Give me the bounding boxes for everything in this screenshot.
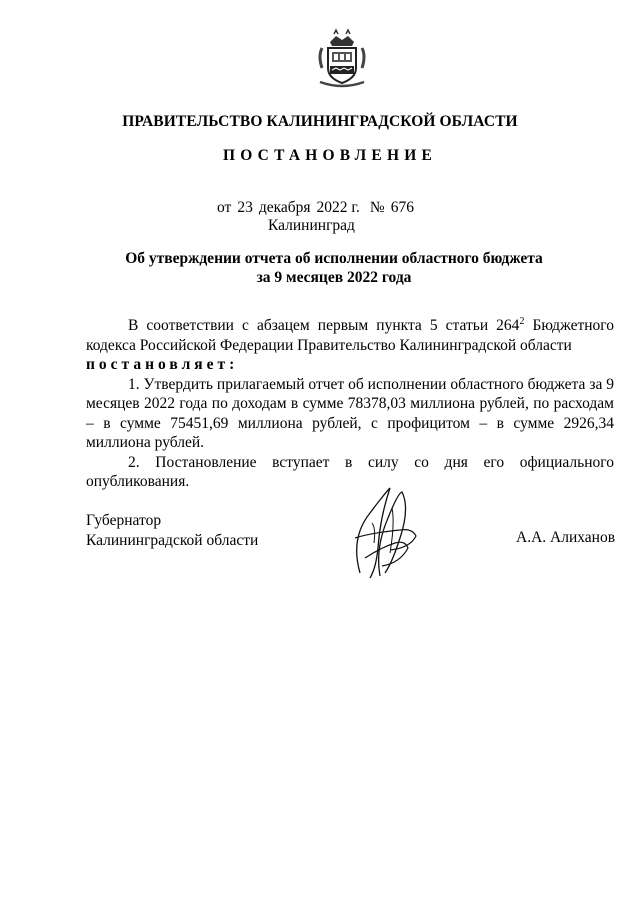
date-prefix: от xyxy=(217,199,232,216)
article-superscript: 2 xyxy=(519,315,525,327)
date-number-line xyxy=(217,199,420,217)
intro-text-a: В соответствии с абзацем первым пункта 5 статьи 264 xyxy=(128,317,520,334)
item-2-paragraph: 2. Постановление вступает в силу со дня его официального опубликования. xyxy=(86,453,614,490)
date-year: 2022 г. xyxy=(316,199,360,216)
resolves-word: постановляет: xyxy=(86,356,239,373)
resolves-line xyxy=(86,355,614,375)
document-subject xyxy=(0,249,640,287)
handwritten-signature xyxy=(340,478,420,583)
date-day: 23 xyxy=(237,199,253,216)
signer-position xyxy=(86,511,258,550)
signer-name: А.А. Алиханов xyxy=(516,529,616,546)
document-body xyxy=(86,316,614,492)
intro-paragraph xyxy=(86,316,614,355)
subject-line-2: за 9 месяцев 2022 года xyxy=(256,269,412,286)
document-type-title: ПОСТАНОВЛЕНИЕ xyxy=(222,147,438,164)
signer-position-line-1: Губернатор xyxy=(86,512,162,529)
signer-position-line-2: Калининградской области xyxy=(86,531,259,549)
city: Калининград xyxy=(268,217,355,234)
government-title: ПРАВИТЕЛЬСТВО КАЛИНИНГРАДСКОЙ ОБЛАСТИ xyxy=(122,113,518,130)
item-1-paragraph: 1. Утвердить прилагаемый отчет об исполнении областного бюджета за 9 месяцев 2022 года по доходам в сумме 78378,03 миллиона рублей, по расходам – в сумме 75451,69 миллиона рублей, с профицитом – в сумме 2926,34 миллиона рублей. xyxy=(86,375,614,451)
date-month: декабря xyxy=(258,199,311,216)
coat-of-arms-icon xyxy=(312,28,372,88)
number-sign: № xyxy=(369,199,385,216)
intro-text-b: Бюджетного кодекса Российской Федерации Правительство Калининградской области xyxy=(86,317,614,354)
subject-line-1: Об утверждении отчета об исполнении областного бюджета xyxy=(125,250,543,267)
document-number: 676 xyxy=(390,199,414,216)
